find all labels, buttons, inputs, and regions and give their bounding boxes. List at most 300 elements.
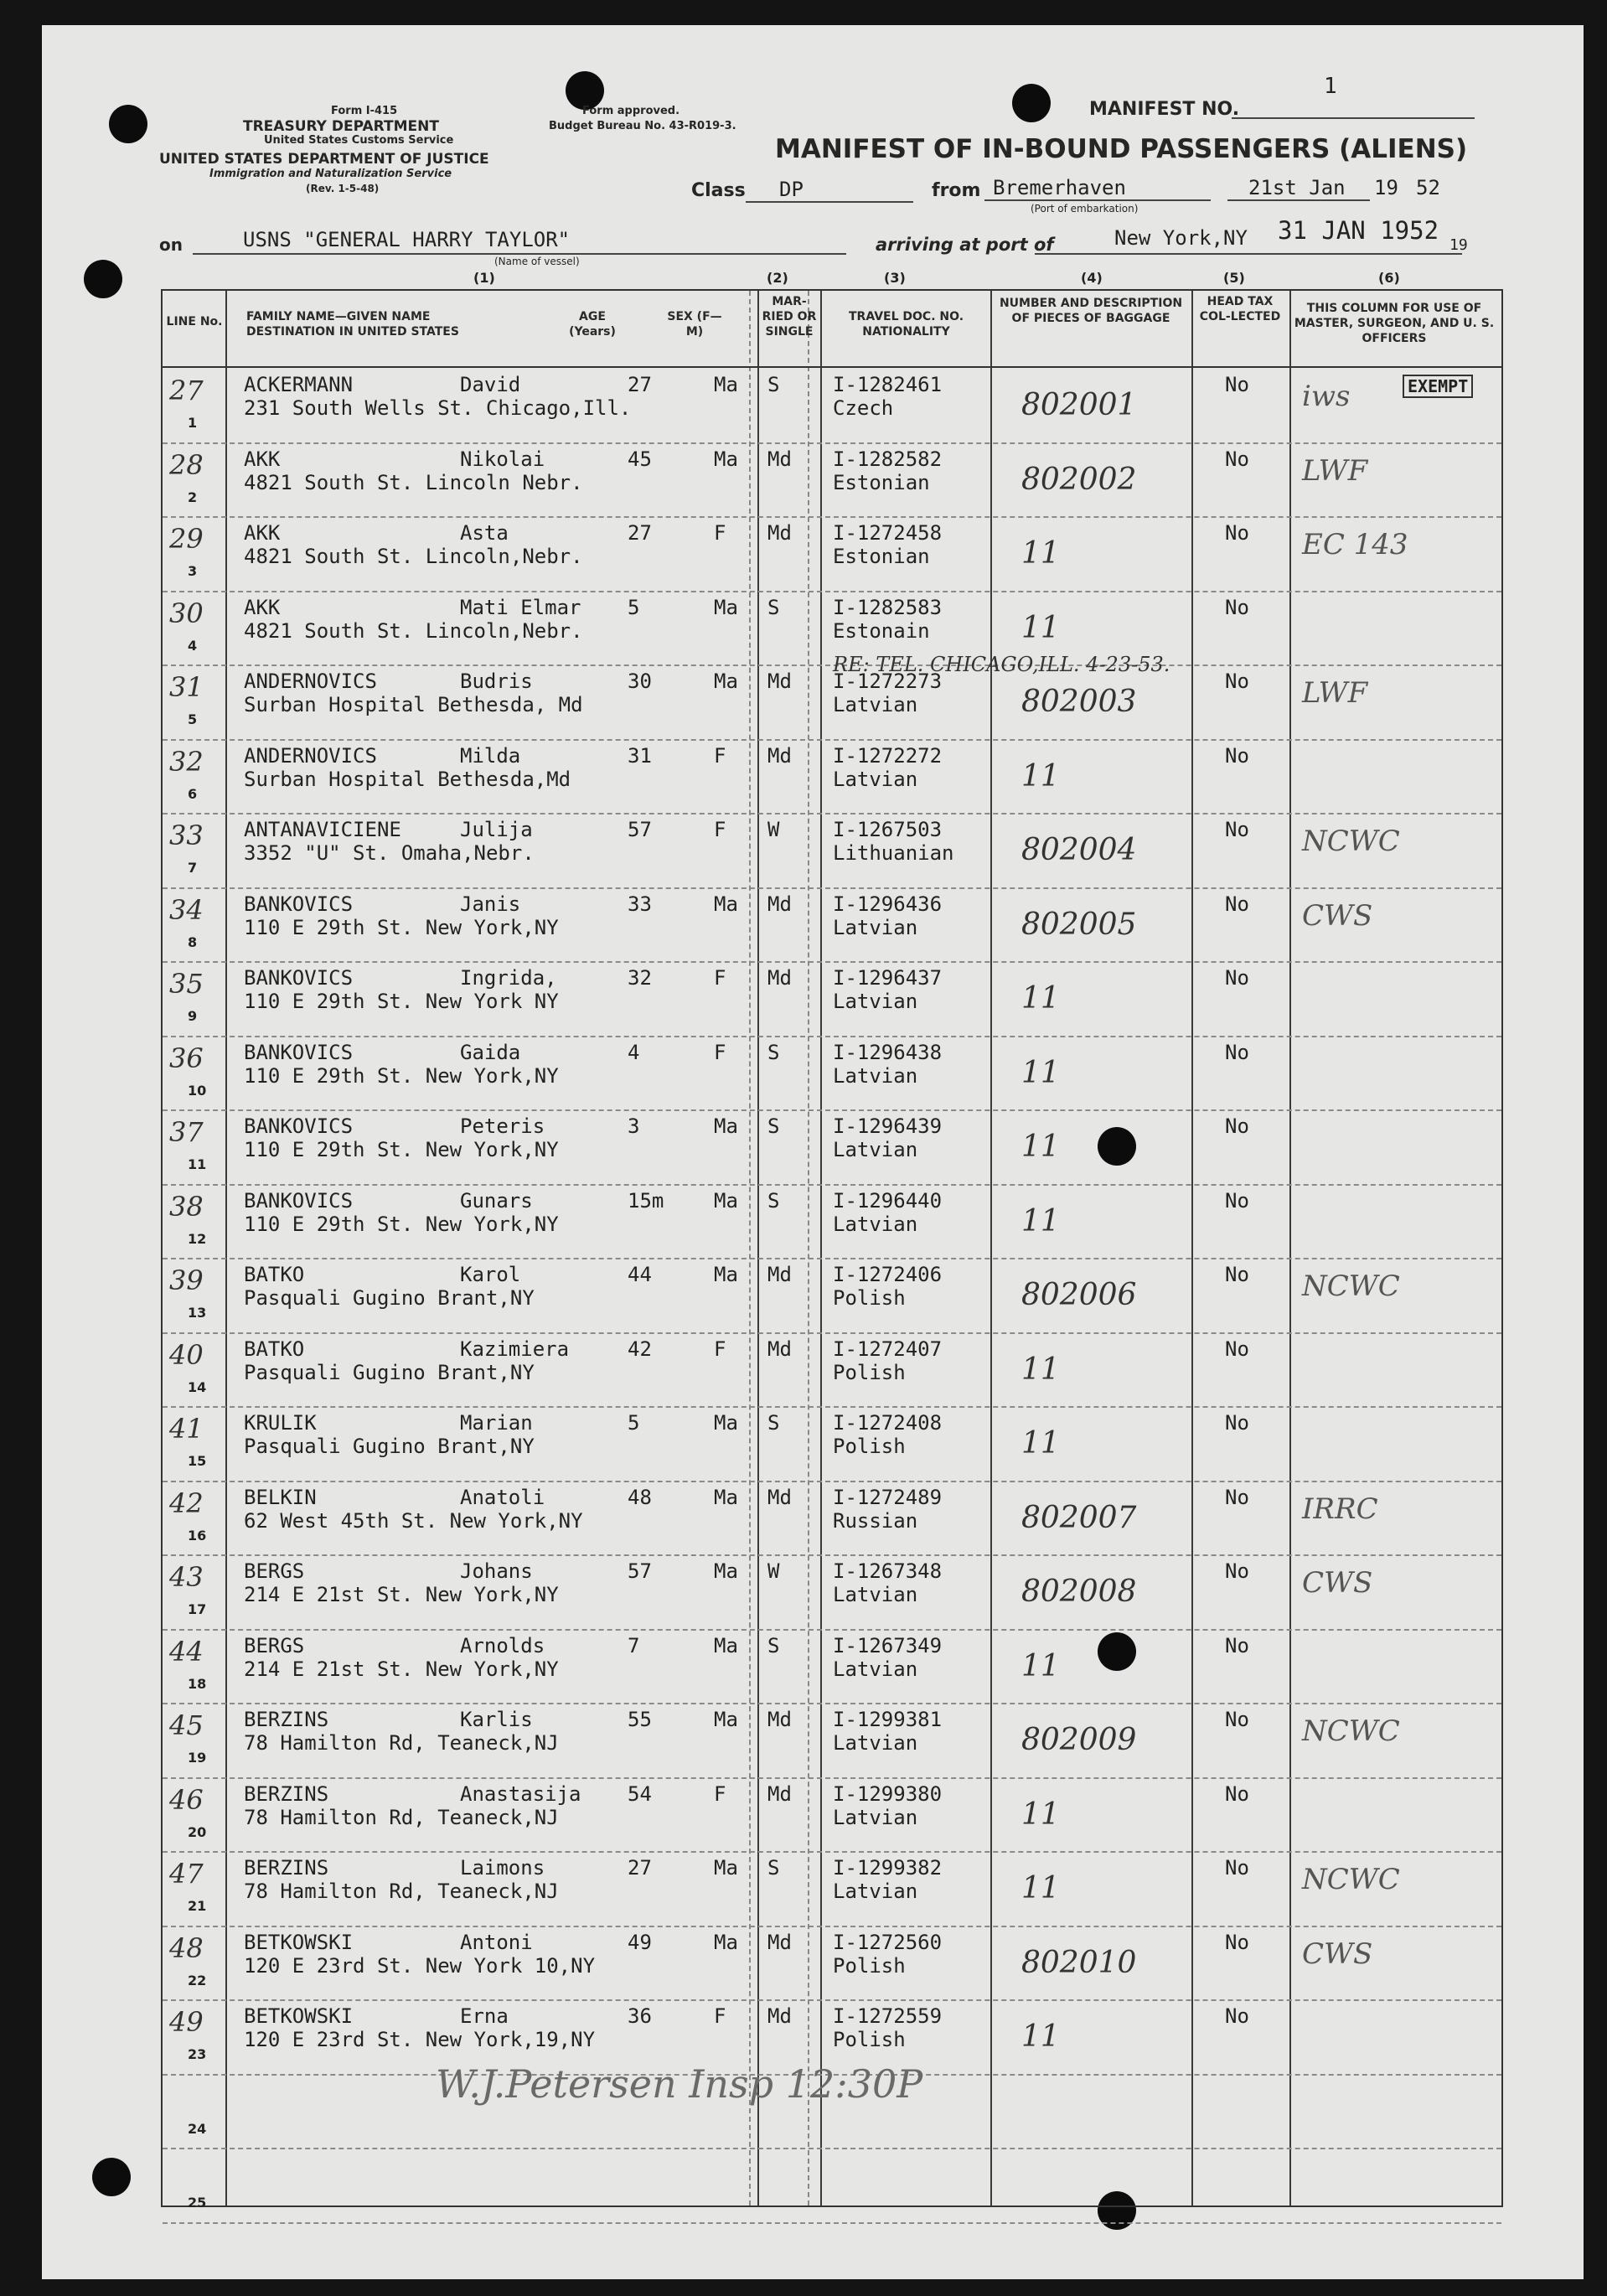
travel-doc-no: I-1299381 (833, 1708, 943, 1731)
head-tax: No (1225, 373, 1249, 396)
family-name: AKK (244, 595, 281, 619)
officer-note: LWF (1302, 453, 1368, 488)
marital-status: Md (767, 670, 792, 693)
nationality: Latvian (833, 1138, 918, 1161)
line-number: 9 (188, 1008, 198, 1024)
family-name: AKK (244, 521, 281, 545)
given-name: Julija (460, 818, 533, 841)
marital-status: Md (767, 1930, 792, 1954)
sex: Ma (714, 1633, 738, 1657)
table-row (163, 442, 1501, 517)
on-label: on (159, 235, 183, 255)
nationality: Latvian (833, 767, 918, 791)
handwritten-number: 44 (169, 1635, 204, 1668)
table-row (163, 1481, 1501, 1555)
head-tax: No (1225, 1633, 1249, 1657)
vessel-sublabel: (Name of vessel) (494, 256, 580, 267)
nationality: Polish (833, 1953, 906, 1978)
head-tax: No (1225, 521, 1249, 545)
nationality: Latvian (833, 1731, 918, 1755)
budget-bureau: Budget Bureau No. 43-R019-3. (549, 120, 736, 132)
table-row (163, 368, 1501, 442)
destination: 110 E 29th St. New York,NY (244, 1138, 559, 1161)
officer-note: NCWC (1302, 1270, 1400, 1303)
destination: 120 E 23rd St. New York,19,NY (244, 2028, 596, 2051)
given-name: Arnolds (460, 1633, 545, 1657)
given-name: Marian (460, 1411, 533, 1435)
family-name: ANDERNOVICS (244, 670, 377, 693)
destination: 78 Hamilton Rd, Teaneck,NJ (244, 1805, 559, 1829)
travel-doc-no: I-1272406 (833, 1263, 943, 1286)
sex: Ma (714, 1188, 738, 1213)
destination: Pasquali Gugino Brant,NY (244, 1360, 535, 1384)
marital-status: Md (767, 447, 792, 471)
baggage-number: 802007 (1021, 1500, 1137, 1535)
line-number: 6 (188, 785, 198, 802)
marital-status: Md (767, 743, 792, 768)
form-revision: (Rev. 1-5-48) (306, 183, 380, 194)
family-name: AKK (244, 447, 281, 471)
destination: 78 Hamilton Rd, Teaneck,NJ (244, 1731, 559, 1755)
line-number: 16 (188, 1527, 207, 1544)
header-sex: SEX (F—M) (667, 310, 722, 339)
line-number: 2 (188, 489, 198, 505)
marital-status: Md (767, 1263, 792, 1286)
from-line (984, 199, 1211, 201)
nationality: Latvian (833, 1583, 918, 1606)
head-tax: No (1225, 1411, 1249, 1435)
nationality: Latvian (833, 1212, 918, 1236)
port-of-embarkation: Bremerhaven (993, 176, 1126, 199)
family-name: BERGS (244, 1633, 305, 1657)
age: 33 (628, 892, 652, 916)
given-name: Budris (460, 670, 533, 693)
travel-doc-no: I-1272272 (833, 743, 943, 768)
handwritten-number: 46 (169, 1783, 204, 1816)
destination: Surban Hospital Bethesda, Md (244, 693, 583, 716)
travel-doc-no: I-1282583 (833, 595, 943, 619)
marital-status: S (767, 595, 780, 619)
line-number: 11 (188, 1156, 207, 1172)
travel-doc-no: I-1296440 (833, 1188, 943, 1213)
age: 15m (628, 1188, 664, 1213)
class-value: DP (779, 178, 804, 201)
family-name: BERGS (244, 1559, 305, 1583)
table-row (163, 1109, 1501, 1184)
travel-doc-no: I-1296436 (833, 892, 943, 916)
table-row (163, 591, 1501, 665)
head-tax: No (1225, 447, 1249, 471)
family-name: ANDERNOVICS (244, 743, 377, 768)
marital-status: S (767, 1411, 780, 1435)
col-num-5: (5) (1223, 270, 1245, 286)
destination: 110 E 29th St. New York,NY (244, 915, 559, 939)
handwritten-number: 40 (169, 1338, 204, 1371)
officer-note: LWF (1302, 676, 1368, 710)
nationality: Latvian (833, 1880, 918, 1903)
sex: F (714, 2004, 726, 2028)
age: 48 (628, 1485, 652, 1509)
officer-note: NCWC (1302, 1863, 1400, 1896)
line-number: 15 (188, 1453, 207, 1469)
family-name: ANTANAVICIENE (244, 818, 401, 841)
manifest-title: MANIFEST OF IN-BOUND PASSENGERS (ALIENS) (775, 134, 1468, 164)
sex: Ma (714, 447, 738, 471)
nationality: Estonian (833, 470, 930, 494)
handwritten-number: 34 (169, 893, 204, 926)
table-row (163, 1629, 1501, 1704)
baggage-number: 11 (1021, 1797, 1060, 1832)
year-prefix: 19 (1374, 176, 1398, 199)
age: 57 (628, 1559, 652, 1583)
nationality: Polish (833, 1286, 906, 1310)
line-number: 1 (188, 415, 198, 431)
officer-note: NCWC (1302, 1714, 1400, 1748)
destination: 62 West 45th St. New York,NY (244, 1508, 583, 1533)
date-line (1227, 199, 1370, 201)
nationality: Polish (833, 2028, 906, 2051)
destination: 214 E 21st St. New York,NY (244, 1583, 559, 1606)
marital-status: Md (767, 966, 792, 990)
age: 36 (628, 2004, 652, 2028)
officer-note: CWS (1302, 1566, 1373, 1600)
handwritten-number: 39 (169, 1264, 204, 1296)
travel-doc-no: I-1272560 (833, 1930, 943, 1954)
table-row (163, 1332, 1501, 1407)
handwritten-number: 30 (169, 597, 204, 629)
departure-date: 21st Jan (1248, 176, 1346, 199)
age: 31 (628, 743, 652, 768)
marital-status: S (767, 373, 780, 396)
nationality: Latvian (833, 990, 918, 1013)
sex: F (714, 1781, 726, 1806)
age: 42 (628, 1337, 652, 1361)
destination: 110 E 29th St. New York NY (244, 990, 559, 1013)
sex: F (714, 521, 726, 545)
sex: Ma (714, 1559, 738, 1583)
travel-doc-no: I-1272273 (833, 670, 943, 693)
age: 45 (628, 447, 652, 471)
destination: 214 E 21st St. New York,NY (244, 1657, 559, 1681)
manifest-no-value: 1 (1324, 74, 1337, 99)
head-tax: No (1225, 1781, 1249, 1806)
baggage-number: 11 (1021, 981, 1060, 1016)
given-name: Antoni (460, 1930, 533, 1954)
port-line (1035, 253, 1462, 255)
age: 32 (628, 966, 652, 990)
travel-doc-no: I-1272407 (833, 1337, 943, 1361)
nationality: Estonain (833, 618, 930, 643)
given-name: Anastasija (460, 1781, 581, 1806)
handwritten-number: 41 (169, 1413, 204, 1445)
marital-status: W (767, 1559, 780, 1583)
class-line (746, 201, 913, 203)
travel-doc-no: I-1282582 (833, 447, 943, 471)
given-name: Asta (460, 521, 509, 545)
handwritten-number: 36 (169, 1042, 204, 1074)
destination: 78 Hamilton Rd, Teaneck,NJ (244, 1880, 559, 1903)
handwritten-number: 48 (169, 1931, 204, 1964)
baggage-number: 802010 (1021, 1945, 1137, 1980)
destination: 110 E 29th St. New York,NY (244, 1063, 559, 1088)
baggage-number: 11 (1021, 1203, 1060, 1238)
family-name: BETKOWSKI (244, 2004, 354, 2028)
destination: Surban Hospital Bethesda,Md (244, 767, 571, 791)
sex: Ma (714, 373, 738, 396)
travel-doc-no: I-1282461 (833, 373, 943, 396)
destination: 110 E 29th St. New York,NY (244, 1212, 559, 1236)
marital-status: Md (767, 1781, 792, 1806)
form-number: Form I-415 (331, 105, 398, 117)
age: 27 (628, 521, 652, 545)
given-name: Kazimiera (460, 1337, 570, 1361)
nationality: Polish (833, 1435, 906, 1458)
header-officers: THIS COLUMN FOR USE OF MASTER, SURGEON, AND U. S. OFFICERS (1294, 302, 1495, 345)
header-line-no: LINE No. (166, 315, 223, 328)
head-tax: No (1225, 670, 1249, 693)
family-name: BERZINS (244, 1781, 329, 1806)
stamp-year: 19 (1449, 236, 1468, 254)
age: 27 (628, 373, 652, 396)
sex: F (714, 743, 726, 768)
baggage-number: 802003 (1021, 685, 1137, 719)
sex: F (714, 1337, 726, 1361)
given-name: Milda (460, 743, 521, 768)
family-name: BANKOVICS (244, 966, 354, 990)
sex: Ma (714, 1411, 738, 1435)
arrival-port: New York,NY (1114, 226, 1248, 250)
given-name: Karlis (460, 1708, 533, 1731)
handwritten-number: 29 (169, 523, 204, 555)
family-name: BANKOVICS (244, 1040, 354, 1064)
given-name: Mati Elmar (460, 595, 581, 619)
family-name: BERZINS (244, 1708, 329, 1731)
destination: 231 South Wells St. Chicago,Ill. (244, 396, 632, 420)
header-baggage: NUMBER AND DESCRIPTION OF PIECES OF BAGGAGE (999, 297, 1183, 325)
given-name: Ingrida, (460, 966, 557, 990)
col-num-4: (4) (1081, 270, 1103, 286)
nationality: Czech (833, 396, 894, 420)
sex: Ma (714, 1263, 738, 1286)
destination: 3352 "U" St. Omaha,Nebr. (244, 841, 535, 865)
head-tax: No (1225, 595, 1249, 619)
family-name: BATKO (244, 1263, 305, 1286)
table-row (163, 1184, 1501, 1259)
officer-note: EC 143 (1302, 528, 1408, 561)
marital-status: S (767, 1040, 780, 1064)
handwritten-number: 27 (169, 375, 204, 406)
handwritten-number: 47 (169, 1858, 204, 1890)
travel-doc-no: I-1267349 (833, 1633, 943, 1657)
line-number: 22 (188, 1972, 207, 1988)
travel-doc-no: I-1272559 (833, 2004, 943, 2028)
marital-status: S (767, 1856, 780, 1880)
travel-doc-no: I-1267348 (833, 1559, 943, 1583)
line-number: 13 (188, 1305, 207, 1321)
arriving-label: arriving at port of (876, 235, 1054, 255)
table-row (163, 1036, 1501, 1110)
sex: F (714, 818, 726, 841)
handwritten-number: 45 (169, 1709, 204, 1741)
line-number: 18 (188, 1675, 207, 1692)
age: 3 (628, 1114, 640, 1138)
baggage-number: 11 (1021, 2019, 1060, 2054)
marital-status: S (767, 1633, 780, 1657)
family-name: BANKOVICS (244, 1114, 354, 1138)
head-tax: No (1225, 1114, 1249, 1138)
marital-status: Md (767, 2004, 792, 2028)
officer-note: NCWC (1302, 825, 1400, 858)
ins-service: Immigration and Naturalization Service (209, 168, 452, 180)
from-sublabel: (Port of embarkation) (1031, 203, 1139, 215)
handwritten-number: 28 (169, 448, 204, 481)
table-row (163, 961, 1501, 1036)
table-row (163, 1777, 1501, 1852)
baggage-number: 802005 (1021, 907, 1137, 942)
destination: 120 E 23rd St. New York 10,NY (244, 1953, 596, 1978)
age: 4 (628, 1040, 640, 1064)
sex: Ma (714, 595, 738, 619)
baggage-number: 802001 (1021, 388, 1137, 422)
line-number: 20 (188, 1823, 207, 1840)
table-row (163, 1554, 1501, 1629)
line-number: 10 (188, 1082, 207, 1099)
family-name: BELKIN (244, 1485, 317, 1509)
inspector-signature: W.J.Petersen Insp 12:30P (436, 2061, 923, 2107)
age: 44 (628, 1263, 652, 1286)
destination: 4821 South St. Lincoln,Nebr. (244, 545, 583, 568)
line-number: 17 (188, 1601, 207, 1617)
head-tax: No (1225, 2004, 1249, 2028)
line-number: 23 (188, 2046, 207, 2062)
destination: Pasquali Gugino Brant,NY (244, 1286, 535, 1310)
passenger-table (161, 289, 1503, 2211)
head-tax: No (1225, 892, 1249, 916)
baggage-number: 11 (1021, 1352, 1060, 1387)
nationality: Russian (833, 1508, 918, 1533)
manifest-no-line (1232, 117, 1475, 119)
form-approved: Form approved. (582, 105, 680, 117)
line-number: 25 (188, 2195, 207, 2211)
marital-status: S (767, 1188, 780, 1213)
line-number: 21 (188, 1898, 207, 1914)
sex: Ma (714, 1114, 738, 1138)
line-number: 8 (188, 933, 198, 950)
head-tax: No (1225, 1188, 1249, 1213)
sex: F (714, 966, 726, 990)
justice-dept: UNITED STATES DEPARTMENT OF JUSTICE (159, 151, 489, 168)
nationality: Lithuanian (833, 841, 954, 865)
baggage-number: 11 (1021, 1426, 1060, 1461)
from-label: from (932, 180, 981, 201)
class-label: Class (691, 180, 746, 201)
nationality: Latvian (833, 1063, 918, 1088)
sex: Ma (714, 1485, 738, 1509)
line-number: 12 (188, 1230, 207, 1247)
head-tax: No (1225, 1263, 1249, 1286)
baggage-number: 802008 (1021, 1575, 1137, 1609)
header-travel-doc: TRAVEL DOC. NO. NATIONALITY (848, 310, 964, 339)
table-row (163, 813, 1501, 887)
sex: Ma (714, 670, 738, 693)
table-row (163, 1258, 1501, 1332)
header-head-tax: HEAD TAX COL-LECTED (1199, 295, 1281, 323)
head-tax: No (1225, 818, 1249, 841)
head-tax: No (1225, 1040, 1249, 1064)
line-number: 4 (188, 637, 198, 654)
travel-doc-no: I-1296438 (833, 1040, 943, 1064)
line-number: 14 (188, 1378, 207, 1395)
travel-doc-no: I-1299380 (833, 1781, 943, 1806)
handwritten-number: 33 (169, 820, 204, 851)
age: 30 (628, 670, 652, 693)
line-number: 19 (188, 1750, 207, 1766)
year-value: 52 (1416, 176, 1440, 199)
age: 5 (628, 1411, 640, 1435)
col-num-6: (6) (1378, 270, 1400, 286)
col-num-2: (2) (767, 270, 788, 286)
col-num-3: (3) (884, 270, 906, 286)
travel-doc-no: I-1272408 (833, 1411, 943, 1435)
table-row (163, 653, 1501, 739)
header-married: MAR-RIED OR SINGLE (762, 295, 817, 339)
given-name: David (460, 373, 521, 396)
sex: Ma (714, 892, 738, 916)
baggage-number: 802004 (1021, 833, 1137, 867)
manifest-no-label: MANIFEST NO. (1089, 99, 1240, 120)
nationality: Latvian (833, 915, 918, 939)
given-name: Anatoli (460, 1485, 545, 1509)
age: 27 (628, 1856, 652, 1880)
head-tax: No (1225, 1856, 1249, 1880)
baggage-number: 11 (1021, 1871, 1060, 1906)
handwritten-number: 49 (169, 2006, 204, 2038)
line-number: 24 (188, 2120, 207, 2137)
baggage-number: 802006 (1021, 1278, 1137, 1312)
officer-note: CWS (1302, 1937, 1373, 1971)
line-number: 3 (188, 563, 198, 579)
age: 55 (628, 1708, 652, 1731)
given-name: Nikolai (460, 447, 545, 471)
baggage-number: 11 (1021, 536, 1060, 571)
age: 7 (628, 1633, 640, 1657)
table-row (163, 1926, 1501, 2000)
annotation-note: RE: TEL. CHICAGO,ILL. 4-23-53. (833, 653, 1170, 676)
punch-hole (84, 260, 122, 298)
handwritten-number: 37 (169, 1116, 204, 1148)
marital-status: W (767, 818, 780, 841)
baggage-number: 11 (1021, 610, 1060, 645)
sex: Ma (714, 1930, 738, 1954)
given-name: Gunars (460, 1188, 533, 1213)
baggage-number: 11 (1021, 1648, 1060, 1683)
exempt-stamp: EXEMPT (1403, 375, 1473, 398)
family-name: KRULIK (244, 1411, 317, 1435)
head-tax: No (1225, 1337, 1249, 1361)
marital-status: Md (767, 1708, 792, 1731)
family-name: BATKO (244, 1337, 305, 1361)
travel-doc-no: I-1272489 (833, 1485, 943, 1509)
head-tax: No (1225, 1708, 1249, 1731)
handwritten-number: 43 (169, 1561, 204, 1593)
line-number: 5 (188, 711, 198, 727)
table-row (163, 2148, 1501, 2222)
handwritten-number: 32 (169, 745, 204, 778)
marital-status: Md (767, 1485, 792, 1509)
head-tax: No (1225, 1485, 1249, 1509)
destination: 4821 South St. Lincoln Nebr. (244, 470, 583, 494)
handwritten-number: 38 (169, 1190, 204, 1223)
